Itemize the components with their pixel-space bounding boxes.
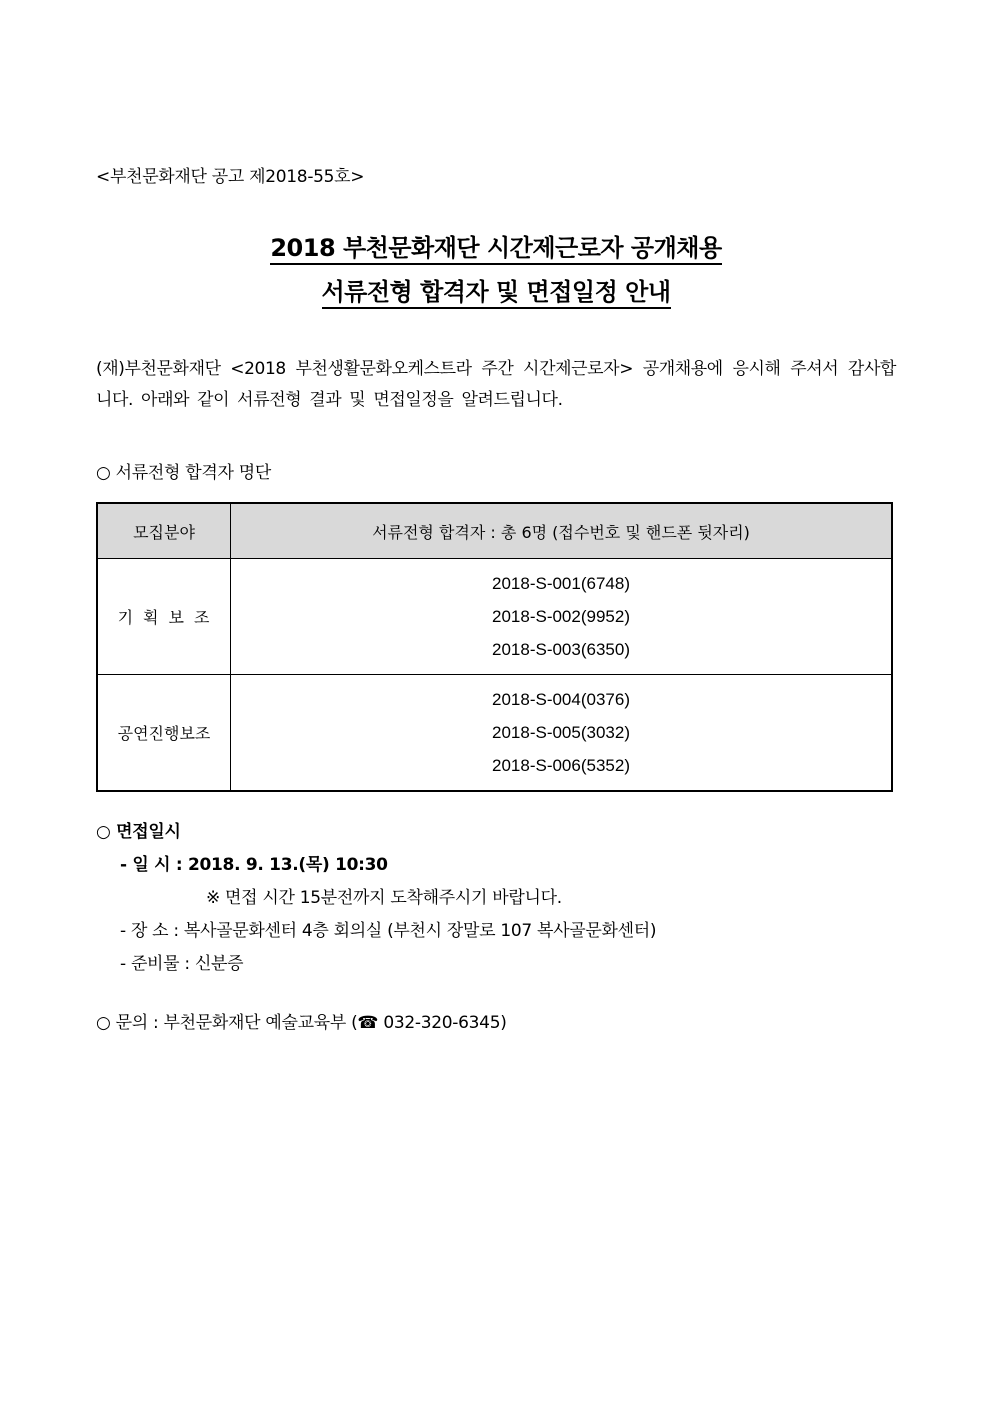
interview-note: ※ 면접 시간 15분전까지 도착해주시기 바랍니다. (206, 888, 562, 908)
header-passers: 서류전형 합격자 : 총 6명 (접수번호 및 핸드폰 뒷자리) (231, 503, 893, 559)
interview-date: - 일 시 : 2018. 9. 13.(목) 10:30 (120, 855, 388, 875)
applicant-code: 2018-S-003(6350) (492, 640, 630, 659)
contact-info: ○ 문의 : 부천문화재단 예술교육부 (☎ 032-320-6345) (96, 1013, 507, 1033)
intro-paragraph: (재)부천문화재단 <2018 부천생활문화오케스트라 주간 시간제근로자> 공개채용에 응시해 주셔서 감사합니다. 아래와 같이 서류전형 결과 및 면접일정을 알려드립니다. (96, 359, 896, 410)
table-row (97, 675, 892, 792)
applicant-code: 2018-S-002(9952) (492, 607, 630, 626)
notice-number: <부천문화재단 공고 제2018-55호> (96, 167, 365, 187)
header-category: 모집분야 (97, 503, 231, 559)
applicant-code: 2018-S-005(3032) (492, 723, 630, 742)
applicant-code: 2018-S-001(6748) (492, 574, 630, 593)
document-title-line1 (0, 228, 992, 263)
document-title-line2 (0, 272, 992, 307)
applicant-code: 2018-S-006(5352) (492, 756, 630, 775)
title-line2-text: 서류전형 합격자 및 면접일정 안내 (322, 278, 671, 309)
category-cell: 공연진행보조 (97, 675, 231, 792)
table-row (97, 559, 892, 675)
interview-items: - 준비물 : 신분증 (120, 954, 244, 974)
interview-heading: ○ 면접일시 (96, 822, 181, 842)
interview-place: - 장 소 : 복사골문화센터 4층 회의실 (부천시 장말로 107 복사골문화센터) (120, 921, 657, 941)
codes-cell (231, 559, 893, 675)
codes-cell (231, 675, 893, 792)
pass-list-heading: ○ 서류전형 합격자 명단 (96, 463, 271, 483)
title-line1-text: 2018 부천문화재단 시간제근로자 공개채용 (270, 234, 721, 265)
applicant-code: 2018-S-004(0376) (492, 690, 630, 709)
category-cell: 기획보조 (97, 559, 231, 675)
pass-list-table (96, 502, 893, 792)
